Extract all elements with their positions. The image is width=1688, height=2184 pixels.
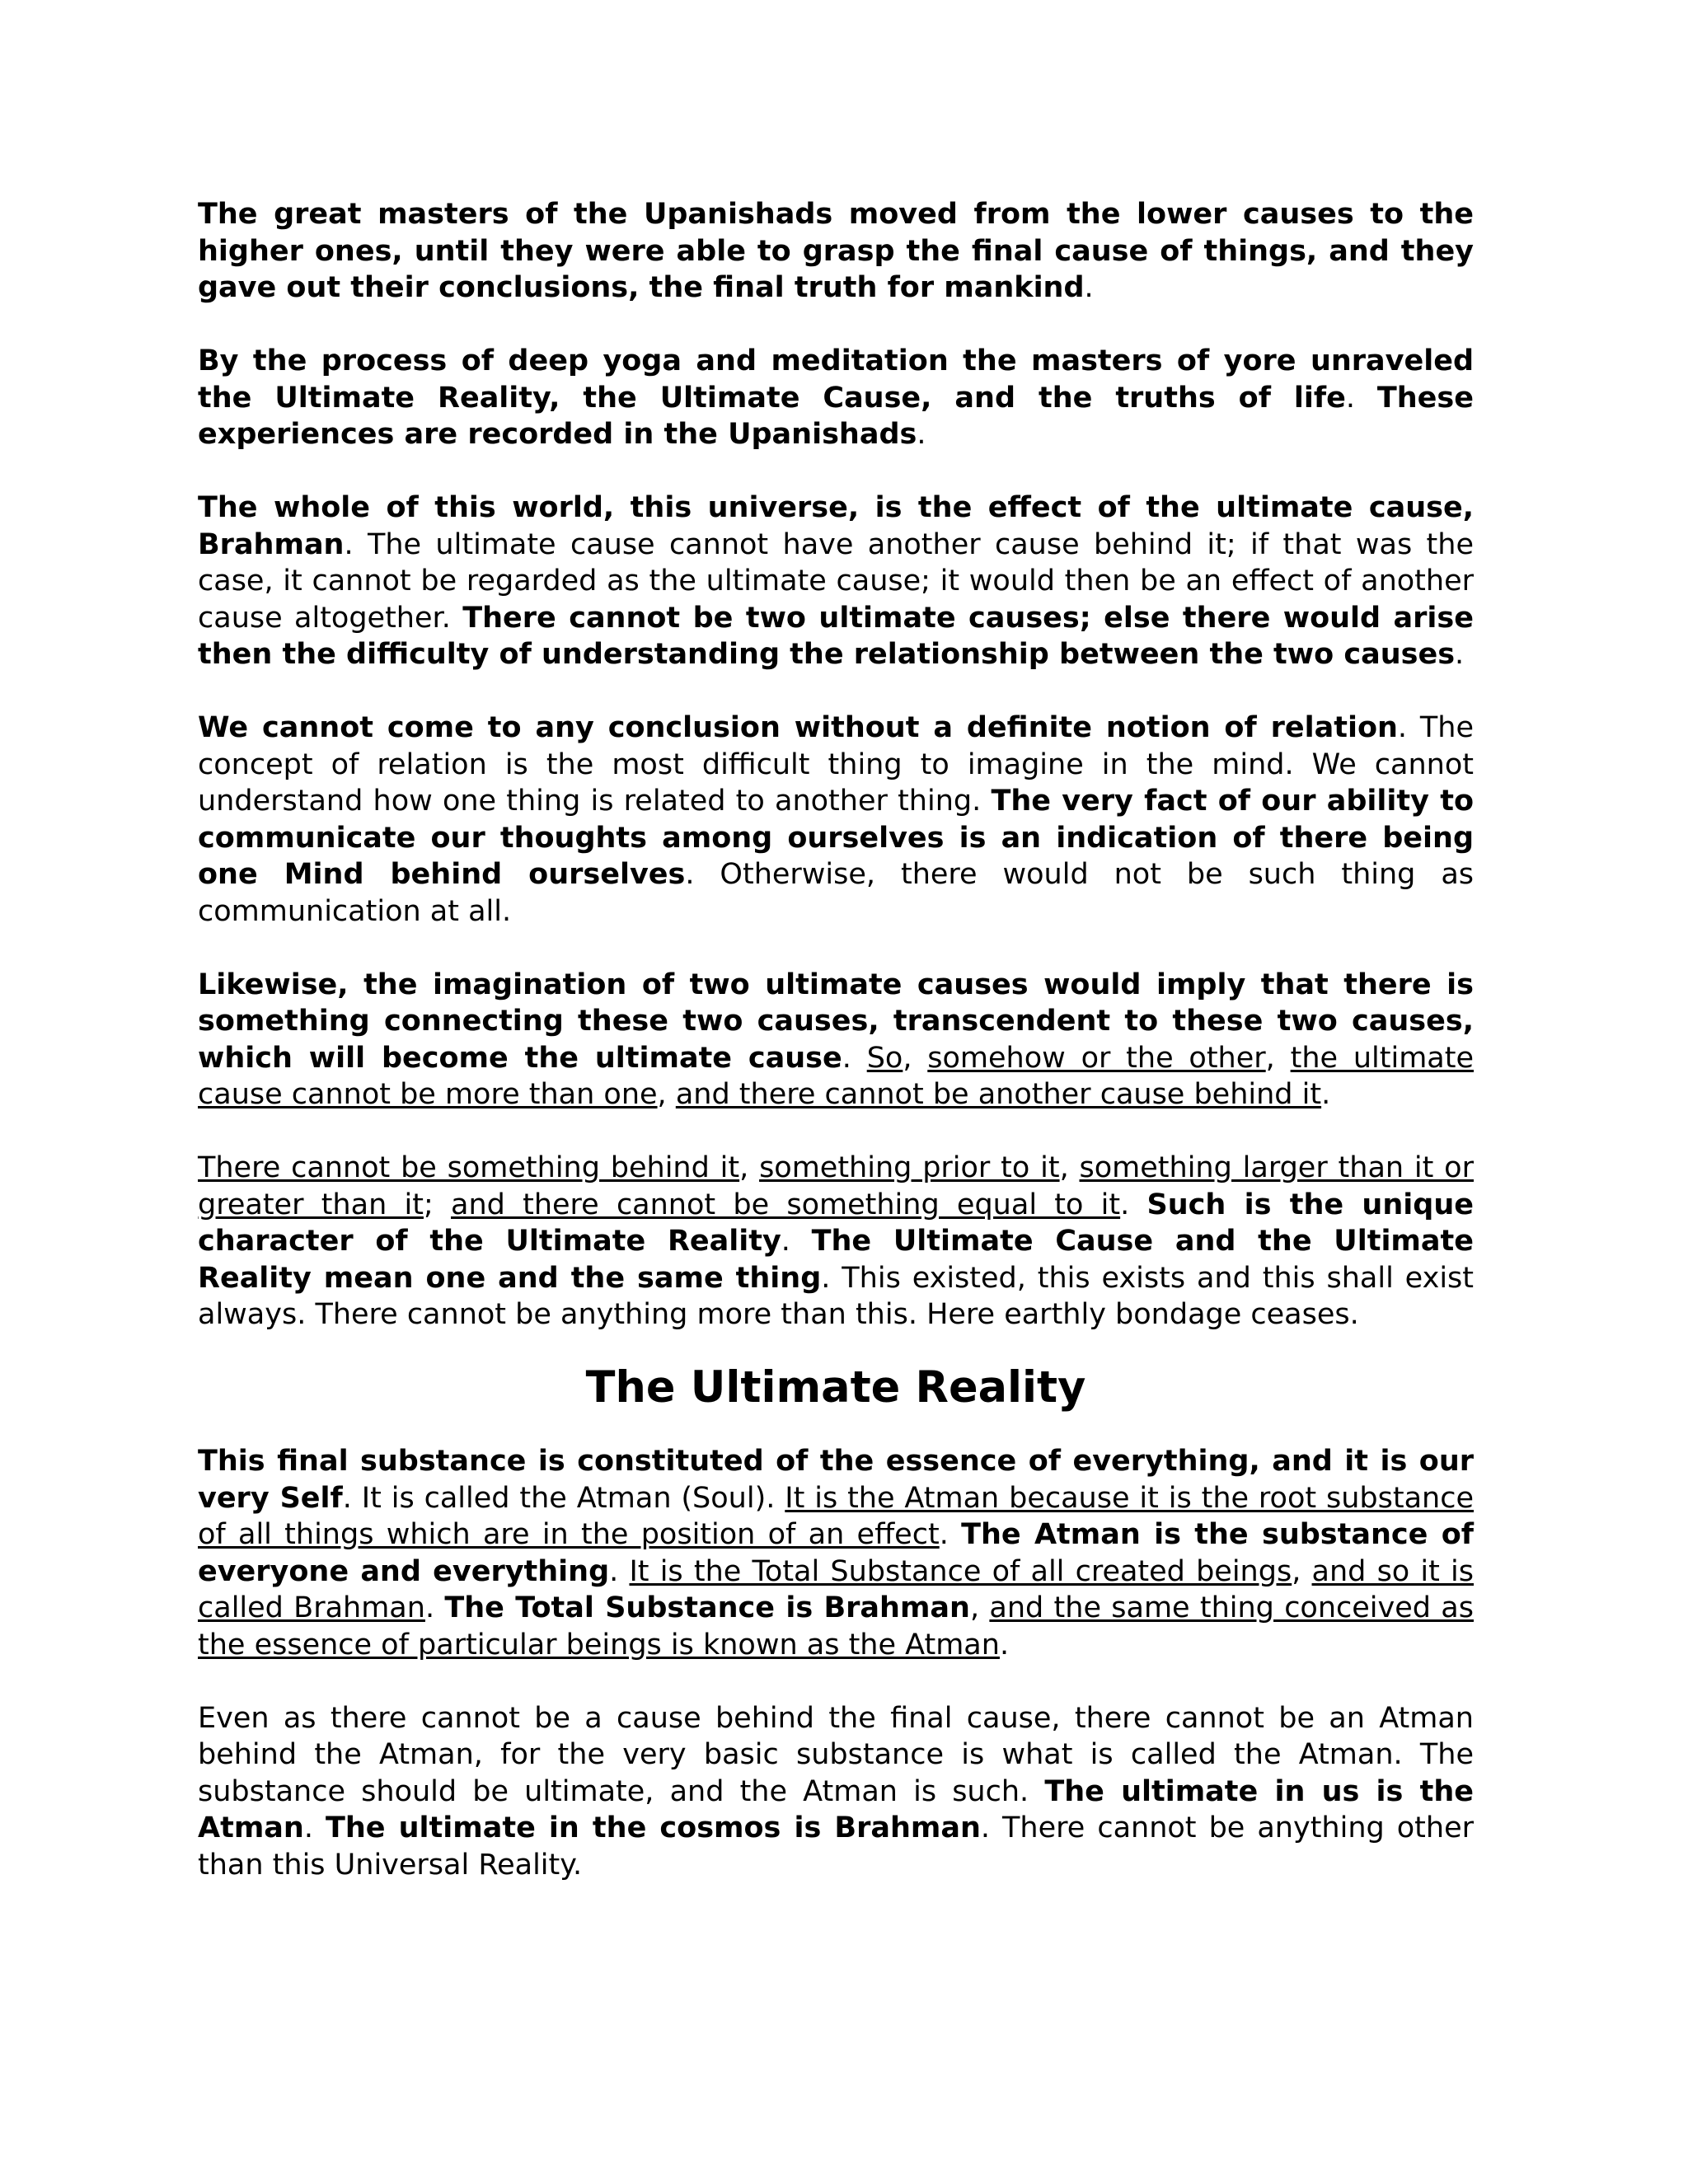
plain-text: . — [939, 1518, 962, 1551]
bold-text: Likewise, the imagination of two ultimate causes would imply that there is something connecting these two causes, transcendent to these two causes, which will become the ultimate cause — [198, 968, 1474, 1075]
underlined-text: somehow or the other — [927, 1041, 1266, 1075]
plain-text: . — [1345, 381, 1377, 415]
bold-text: Such is the unique character of the Ultimate Reality — [198, 1188, 1474, 1258]
paragraph-p8 — [198, 1700, 1474, 1884]
bold-text: There cannot be two ultimate causes; else there would arise then the difficulty of understanding the relationship between the two causes — [198, 601, 1474, 671]
bold-text: The ultimate in the cosmos is Brahman — [326, 1811, 981, 1844]
bold-text: These experiences are recorded in the Upanishads — [198, 381, 1474, 451]
bold-text: The great masters of the Upanishads moved from the lower causes to the higher ones, until they were able to grasp the final cause of things, and they gave out their conclusions, the final truth for mankind — [198, 198, 1474, 304]
underlined-text: and the same thing conceived as the essence of particular beings is known as the Atman — [198, 1591, 1474, 1661]
plain-text: . — [1455, 638, 1465, 671]
underlined-text: There cannot be something behind it — [198, 1151, 740, 1184]
underlined-text: and so it is called Brahman — [198, 1554, 1474, 1624]
plain-text: . — [1120, 1188, 1147, 1221]
plain-text: . It is called the Atman (Soul). — [342, 1481, 785, 1515]
paragraph-p7 — [198, 1443, 1474, 1663]
paragraph-p6 — [198, 1150, 1474, 1333]
plain-text: . — [917, 418, 926, 451]
bold-text: The very fact of our ability to communicate our thoughts among ourselves is an indication of there being one Mind behind ourselves — [198, 785, 1474, 891]
bold-text: By the process of deep yoga and meditation the masters of yore unraveled the Ultimate Reality, the Ultimate Cause, and the truths of life — [198, 344, 1474, 415]
bold-text: This final substance is constituted of the essence of everything, and it is our very Self — [198, 1445, 1474, 1515]
plain-text: ; — [423, 1188, 451, 1221]
plain-text: . — [842, 1041, 867, 1075]
underlined-text: and there cannot be something equal to it — [451, 1188, 1121, 1221]
plain-text: , — [1059, 1151, 1080, 1184]
plain-text: , — [969, 1591, 990, 1624]
underlined-text: It is the Atman because it is the root substance of all things which are in the position of an effect — [198, 1481, 1475, 1551]
underlined-text: So — [866, 1041, 903, 1075]
paragraph-p3 — [198, 490, 1474, 673]
bold-text: The Ultimate Cause and the Ultimate Reality mean one and the same thing — [198, 1225, 1474, 1295]
plain-text: , — [903, 1041, 928, 1075]
paragraph-p1 — [198, 196, 1474, 307]
plain-text: , — [1265, 1041, 1291, 1075]
bold-text: The ultimate in us is the Atman — [198, 1774, 1474, 1844]
plain-text: . — [781, 1225, 812, 1258]
bold-text: The Atman is the substance of everyone and everything — [198, 1518, 1474, 1588]
plain-text: . This existed, this exists and this shall exist always. There cannot be anything more than this. Here earthly bondage ceases. — [198, 1261, 1474, 1331]
bold-text: The whole of this world, this universe, is the effect of the ultimate cause, Brahman — [198, 491, 1474, 561]
plain-text: . — [303, 1811, 326, 1844]
plain-text: , — [657, 1078, 676, 1111]
bold-text: We cannot come to any conclusion without a definite notion of relation — [198, 711, 1398, 744]
paragraph-p4 — [198, 710, 1474, 930]
plain-text: , — [1292, 1554, 1312, 1588]
plain-text: . — [999, 1628, 1010, 1661]
plain-text: . — [609, 1554, 630, 1588]
plain-text: . — [424, 1591, 445, 1624]
underlined-text: It is the Total Substance of all created beings — [629, 1554, 1292, 1588]
underlined-text: something prior to it — [759, 1151, 1060, 1184]
paragraph-p2 — [198, 343, 1474, 453]
bold-text: The Total Substance is Brahman — [444, 1591, 970, 1624]
underlined-text: the ultimate cause cannot be more than one — [198, 1041, 1474, 1111]
document-body — [198, 196, 1474, 1920]
plain-text: . There cannot be anything other than this Universal Reality. — [198, 1811, 1475, 1882]
plain-text: . — [1084, 271, 1094, 304]
plain-text: , — [739, 1151, 760, 1184]
plain-text: . The concept of relation is the most difficult thing to imagine in the mind. We cannot understand how one thing is related to another thing. — [198, 711, 1474, 818]
underlined-text: and there cannot be another cause behind it — [675, 1078, 1322, 1111]
paragraph-p5 — [198, 967, 1474, 1113]
plain-text: . Otherwise, there would not be such thing as communication at all. — [198, 858, 1475, 928]
section-heading: The Ultimate Reality — [585, 1362, 1086, 1413]
plain-text: . — [1321, 1078, 1331, 1111]
plain-text: Even as there cannot be a cause behind the final cause, there cannot be an Atman behind the Atman, for the very basic substance is what is called the Atman. The substance should be ultimate, and the Atman is such. — [198, 1701, 1474, 1808]
underlined-text: something larger than it or greater than it — [198, 1151, 1474, 1221]
plain-text: . The ultimate cause cannot have another cause behind it; if that was the case, it cannot be regarded as the ultimate cause; it would then be an effect of another cause altogether. — [198, 527, 1474, 635]
